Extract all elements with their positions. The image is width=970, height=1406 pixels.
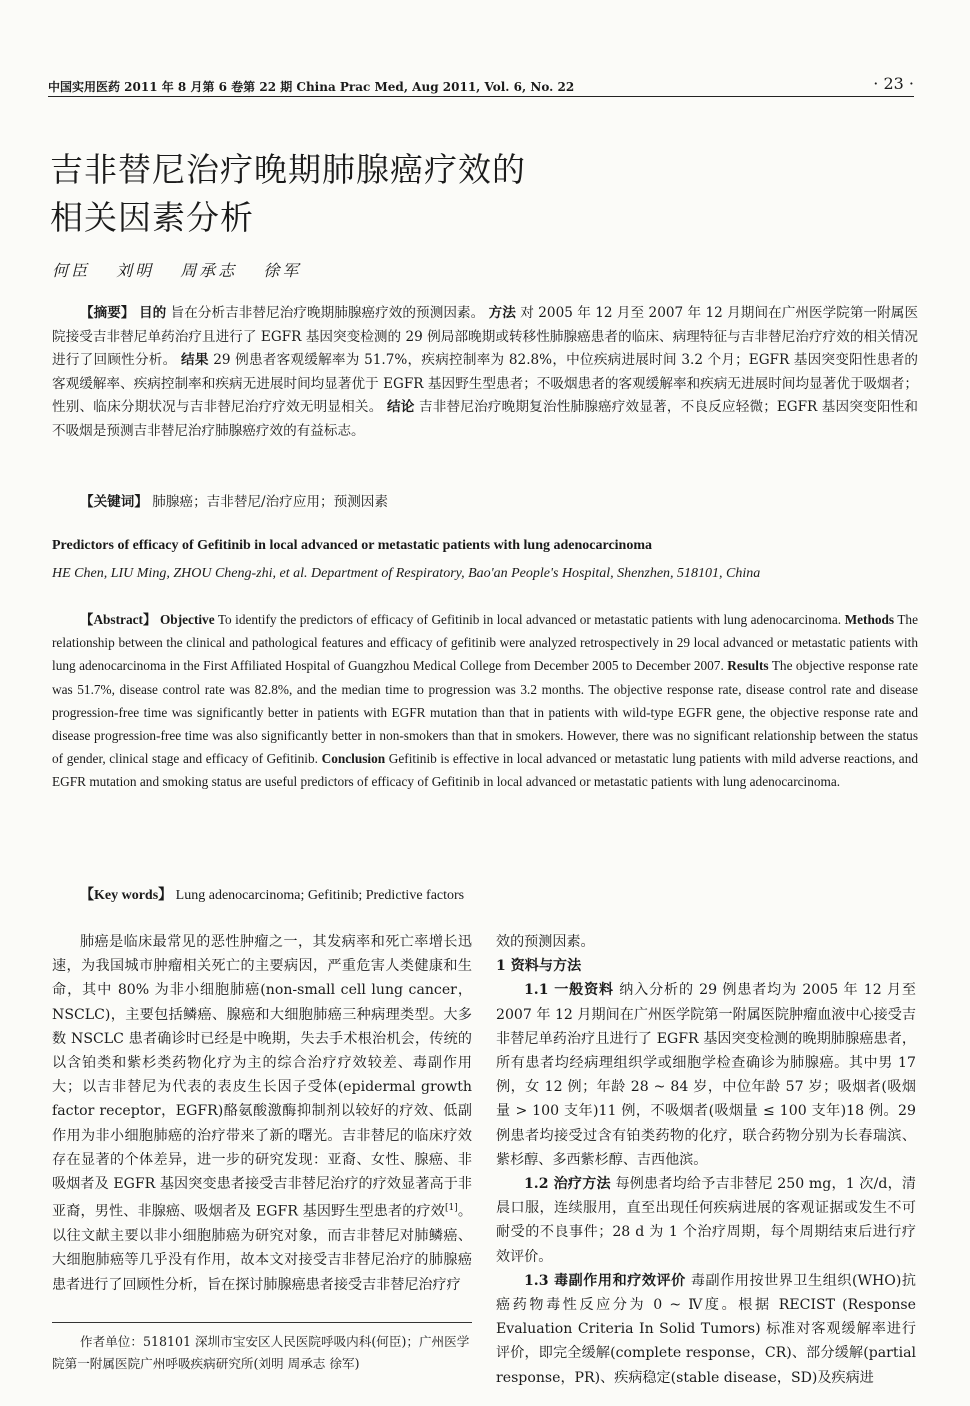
keywords-label: 【关键词】	[80, 494, 148, 510]
subsection-text: 毒副作用按世界卫生组织(WHO)抗癌药物毒性反应分为 0 ~ Ⅳ度。根据 RECIST (Response Evaluation Criteria In Solid Tumors) 标准对客观缓解率进行评价，即完全缓解(complete response，CR)、部分缓解(partial response，PR)、疾病稳定(stable disease，SD)及疾病进	[496, 1272, 916, 1386]
intro-text: 肺癌是临床最常见的恶性肿瘤之一，其发病率和死亡率增长迅速，为我国城市肿瘤相关死亡的主要病因，严重危害人类健康和生命，其中 80% 为非小细胞肺癌(non-small cell lung cancer，NSCLC)，主要包括鳞癌、腺癌和大细胞肺癌三种病理类型。大多数 NSCLC 患者确诊时已经是中晚期，失去手术根治机会，传统的以含铂类和紫杉类药物化疗为主的综合治疗疗效较差、毒副作用大；以吉非替尼为代表的表皮生长因子受体(epidermal growth factor receptor，EGFR)酪氨酸激酶抑制剂以较好的疗效、低副作用为非小细胞肺癌的治疗带来了新的曙光。吉非替尼的临床疗效存在显著的个体差异，进一步的研究发现：亚裔、女性、腺癌、非吸烟者及 EGFR 基因突变患者接受吉非替尼治疗的疗效显著高于非亚裔，男性、非腺癌、吸烟者及 EGFR 基因野生型患者的疗效	[52, 934, 472, 1220]
objective-label: Objective	[159, 612, 215, 627]
body-column-right	[496, 930, 916, 1390]
results-text: 29 例患者客观缓解率为 51.7%，疾病控制率为 82.8%，中位疾病进展时间 3.2 个月；EGFR 基因突变阳性患者的客观缓解率、疾病控制率和疾病无进展时间均显著优于 EGFR 基因野生型患者；不吸烟患者的客观缓解率和疾病无进展时间均显著优于吸烟者；性别、临床分期状况与吉非替尼治疗疗效无明显相关。	[52, 352, 919, 415]
author-name: 刘明	[116, 261, 155, 280]
abstract-english	[52, 608, 918, 794]
keywords-chinese	[80, 490, 388, 510]
methods-text: The relationship between the clinical and pathological features and efficacy of gefitinib were analyzed retrospectively in 29 local advanced or metastatic patients with lung adenocarcinoma in the First Affiliated Hospital of Guangzhou Medical College from December 2005 to December 2007.	[52, 612, 918, 674]
title-line-2: 相关因素分析	[50, 198, 254, 237]
conclusion-label: 结论	[386, 399, 415, 415]
intro-paragraph	[52, 930, 472, 1297]
title-line-1: 吉非替尼治疗晚期肺腺癌疗效的	[50, 150, 526, 189]
subsection-heading: 1.2 治疗方法	[524, 1176, 611, 1193]
keywords-english	[80, 884, 464, 904]
running-header	[48, 74, 914, 97]
reference-marker: [1]	[445, 1203, 458, 1214]
body-column-left	[52, 930, 472, 1297]
author-affiliation-footnote: 作者单位：518101 深圳市宝安区人民医院呼吸内科(何臣)；广州医学院第一附属医院广州呼吸疾病研究所(刘明 周承志 徐军)	[52, 1322, 472, 1375]
objective-text: 旨在分析吉非替尼治疗晚期肺腺癌疗效的预测因素。	[170, 305, 485, 321]
methods-label: Methods	[844, 612, 895, 627]
intro-text-cont: 。以往文献主要以非小细胞肺癌为研究对象，而吉非替尼对肺鳞癌、大细胞肺癌等几乎没有作用，故本文对接受吉非替尼治疗的肺腺癌患者进行了回顾性分析，旨在探讨肺腺癌患者接受吉非替尼治疗疗	[52, 1203, 472, 1293]
conclusion-text: Gefitinib is effective in local advanced or metastatic lung patients with mild adverse reactions, and EGFR mutation and smoking status are useful predictors of efficacy of Gefitinib in local advanced or metastatic patients with lung adenocarcinoma.	[52, 751, 918, 790]
author-name: 何臣	[52, 261, 91, 280]
page-number: · 23 ·	[873, 74, 914, 93]
methods-label: 方法	[488, 305, 516, 321]
subsection-1-1	[496, 978, 916, 1172]
results-label: 结果	[181, 352, 209, 368]
objective-label: 目的	[138, 305, 167, 321]
abstract-label: 【摘要】	[80, 305, 135, 321]
abstract-chinese	[52, 302, 918, 443]
conclusion-text: 吉非替尼治疗晚期复治性肺腺癌疗效显著，不良反应轻微；EGFR 基因突变阳性和不吸烟是预测吉非替尼治疗肺腺癌疗效的有益标志。	[52, 399, 918, 439]
section-heading: 1 资料与方法	[496, 958, 582, 975]
results-text: The objective response rate was 51.7%, disease control rate was 82.8%, and the median time to progression was 3.2 months. The objective response rate, disease control rate and disease progression-free time was significantly better in patients with EGFR mutation than that in patients with wild-type EGFR gene, the objective response rate and disease progression-free time was also significantly better in non-smokers than that in smokers. However, there was no significant relationship between the status of gender, clinical stage and efficacy of Gefitinib.	[52, 658, 918, 767]
english-title: Predictors of efficacy of Gefitinib in local advanced or metastatic patients with lung adenocarcinoma	[52, 538, 652, 553]
article-title	[50, 146, 650, 242]
methods-text: 对 2005 年 12 月至 2007 年 12 月期间在广州医学院第一附属医院接受吉非替尼单药治疗且进行了 EGFR 基因突变检测的 29 例局部晚期或转移性肺腺癌患者的临床、病理特征与吉非替尼治疗疗效的相关情况进行了回顾性分析。	[52, 305, 919, 368]
results-label: Results	[727, 658, 769, 674]
subsection-text: 每例患者均给予吉非替尼 250 mg，1 次/d，清晨口服，连续服用，直至出现任何疾病进展的客观证据或发生不可耐受的不良事件；28 d 为 1 个治疗周期，每个周期结束后进行疗效评价。	[496, 1176, 917, 1265]
subsection-1-2	[496, 1172, 916, 1269]
subsection-text: 纳入分析的 29 例患者均为 2005 年 12 月至 2007 年 12 月期间在广州医学院第一附属医院肿瘤血液中心接受吉非替尼单药治疗且进行了 EGFR 基因突变检测的晚期肺腺癌患者，所有患者均经病理组织学或细胞学检查确诊为肺腺癌。其中男 17 例，女 12 例；年龄 28 ~ 84 岁，中位年龄 57 岁；吸烟者(吸烟量 > 100 支年)11 例，不吸烟者(吸烟量 ≤ 100 支年)18 例。29 例患者均接受过含有铂类药物的化疗，联合药物分别为长春瑞滨、紫杉醇、多西紫杉醇、吉西他滨。	[496, 982, 916, 1168]
subsection-heading: 1.1 一般资料	[524, 982, 614, 999]
journal-citation: 中国实用医药 2011 年 8 月第 6 卷第 22 期 China Prac Med, Aug 2011, Vol. 6, No. 22	[48, 80, 575, 94]
subsection-heading: 1.3 毒副作用和疗效评价	[524, 1272, 686, 1289]
intro-continuation: 效的预测因素。	[496, 934, 595, 950]
author-name: 徐军	[263, 261, 302, 280]
conclusion-label: Conclusion	[321, 751, 386, 767]
keywords-text: 肺腺癌；吉非替尼/治疗应用；预测因素	[152, 494, 388, 510]
english-authors: HE Chen, LIU Ming, ZHOU Cheng-zhi, et al. Department of Respiratory, Bao'an People's Hospital, Shenzhen, 518101, China	[52, 566, 761, 581]
author-list	[52, 258, 319, 281]
abstract-label: 【Abstract】	[80, 612, 157, 627]
keywords-text: Lung adenocarcinoma; Gefitinib; Predictive factors	[175, 888, 465, 903]
author-name: 周承志	[180, 261, 238, 280]
subsection-1-3	[496, 1269, 916, 1390]
keywords-label: 【Key words】	[80, 888, 173, 903]
objective-text: To identify the predictors of efficacy of Gefitinib in local advanced or metastatic patients with lung adenocarcinoma.	[217, 612, 842, 627]
